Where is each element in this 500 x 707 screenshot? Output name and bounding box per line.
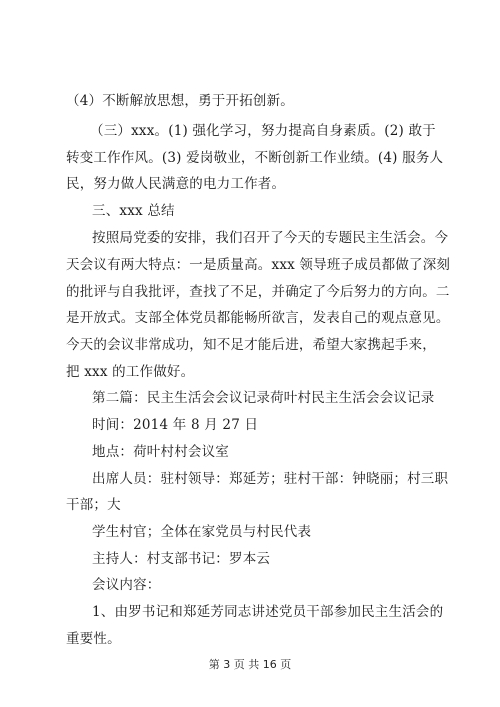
text-line: 干部；大 (66, 497, 121, 513)
meeting-location: 地点：荷叶村村会议室 (92, 444, 229, 460)
text-line: 重要性。 (66, 631, 121, 647)
meeting-attendees: 出席人员：驻村领导：郑延芳；驻村干部：钟晓丽；村三职 (92, 471, 449, 487)
text-line: 把 xxx 的工作做好。 (66, 364, 195, 380)
text-line: 按照局党委的安排，我们召开了今天的专题民主生活会。今 (92, 230, 449, 246)
meeting-content-label: 会议内容： (92, 577, 161, 593)
text-line: 转变工作作风。(3) 爱岗敬业，不断创新工作业绩。(4) 服务人 (66, 150, 444, 166)
text-line: 1、由罗书记和郑延芳同志讲述党员干部参加民主生活会的 (92, 604, 444, 620)
text-line: 学生村官；全体在家党员与村民代表 (92, 524, 312, 540)
page-number: 第 3 页 共 16 页 (208, 658, 292, 671)
text-line: 的批评与自我批评，查找了不足，并确定了今后努力的方向。二 (66, 284, 450, 300)
text-line: 天会议有两大特点：一是质量高。xxx 领导班子成员都做了深刻 (66, 257, 451, 273)
text-line: 民，努力做人民满意的电力工作者。 (66, 176, 286, 192)
meeting-time: 时间：2014 年 8 月 27 日 (92, 417, 259, 433)
meeting-host: 主持人：村支部书记：罗本云 (92, 551, 271, 567)
text-line: 是开放式。支部全体党员都能畅所欲言，发表自己的观点意见。 (66, 310, 450, 326)
section-heading: 第二篇：民主生活会会议记录荷叶村民主生活会会议记录 (92, 390, 435, 406)
section-heading: 三、xxx 总结 (92, 203, 175, 219)
text-line: （三）xxx。(1) 强化学习，努力提高自身素质。(2) 敢于 (90, 123, 436, 139)
text-line: （4）不断解放思想，勇于开拓创新。 (66, 93, 294, 109)
text-line: 今天的会议非常成功，知不足才能后进，希望大家携起手来， (66, 337, 436, 353)
